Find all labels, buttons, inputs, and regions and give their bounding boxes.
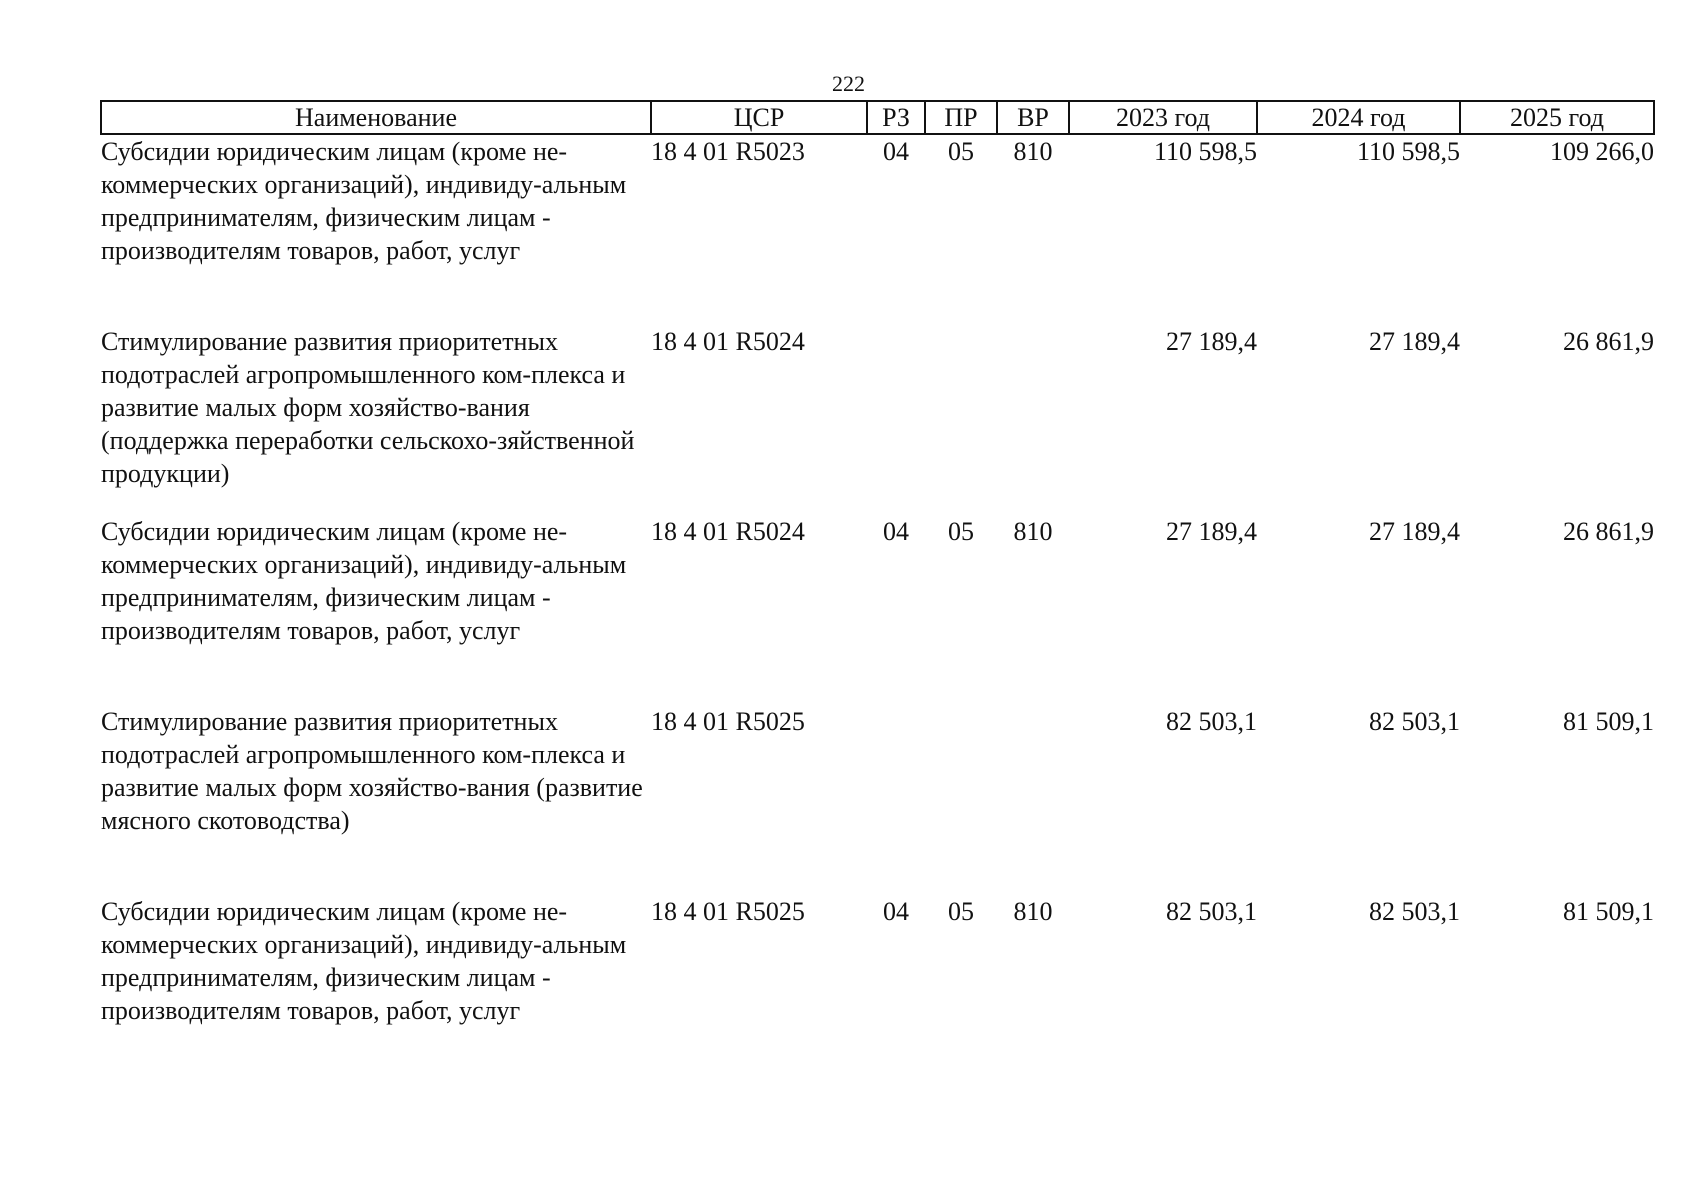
header-2023: 2023 год bbox=[1069, 101, 1257, 134]
header-vr: ВР bbox=[997, 101, 1069, 134]
header-name: Наименование bbox=[101, 101, 651, 134]
table-row bbox=[101, 515, 1654, 705]
budget-table bbox=[100, 100, 1655, 1075]
row-name: Субсидии юридическим лицам (кроме не-коммерческих организаций), индивиду-альным предпринимателям, физическим лицам - производителям товаров, работ, услуг bbox=[101, 137, 627, 265]
row-2024: 27 189,4 bbox=[1369, 517, 1460, 546]
row-vr: 810 bbox=[1013, 897, 1053, 926]
row-csr: 18 4 01 R5024 bbox=[651, 327, 805, 356]
row-csr: 18 4 01 R5025 bbox=[651, 897, 805, 926]
row-2025: 26 861,9 bbox=[1563, 327, 1654, 356]
row-2023: 27 189,4 bbox=[1166, 327, 1257, 356]
header-rz: РЗ bbox=[867, 101, 925, 134]
row-name: Субсидии юридическим лицам (кроме не-коммерческих организаций), индивиду-альным предпринимателям, физическим лицам - производителям товаров, работ, услуг bbox=[101, 517, 627, 645]
row-2023: 27 189,4 bbox=[1166, 517, 1257, 546]
row-pr: 05 bbox=[948, 517, 974, 546]
row-rz: 04 bbox=[883, 517, 909, 546]
row-2024: 82 503,1 bbox=[1369, 897, 1460, 926]
row-name: Стимулирование развития приоритетных подотраслей агропромышленного ком-плекса и развитие малых форм хозяйство-вания (поддержка переработки сельскохо-зяйственной продукции) bbox=[101, 327, 635, 488]
row-rz bbox=[867, 705, 925, 895]
table-row bbox=[101, 134, 1654, 325]
row-name: Субсидии юридическим лицам (кроме не-коммерческих организаций), индивиду-альным предпринимателям, физическим лицам - производителям товаров, работ, услуг bbox=[101, 897, 627, 1025]
row-vr bbox=[997, 705, 1069, 895]
header-2024: 2024 год bbox=[1257, 101, 1460, 134]
row-2023: 110 598,5 bbox=[1153, 137, 1257, 166]
row-vr: 810 bbox=[1013, 517, 1053, 546]
row-csr: 18 4 01 R5023 bbox=[651, 137, 805, 166]
row-2025: 81 509,1 bbox=[1563, 897, 1654, 926]
row-rz bbox=[867, 325, 925, 515]
row-2024: 27 189,4 bbox=[1369, 327, 1460, 356]
row-2024: 82 503,1 bbox=[1369, 707, 1460, 736]
row-2024: 110 598,5 bbox=[1356, 137, 1460, 166]
header-pr: ПР bbox=[925, 101, 997, 134]
table-row bbox=[101, 705, 1654, 895]
row-pr: 05 bbox=[948, 137, 974, 166]
row-name: Стимулирование развития приоритетных подотраслей агропромышленного ком-плекса и развитие малых форм хозяйство-вания (развитие мясного скотоводства) bbox=[101, 707, 643, 835]
row-pr bbox=[925, 325, 997, 515]
row-2023: 82 503,1 bbox=[1166, 707, 1257, 736]
row-csr: 18 4 01 R5024 bbox=[651, 517, 805, 546]
row-rz: 04 bbox=[883, 137, 909, 166]
row-2025: 109 266,0 bbox=[1550, 137, 1654, 166]
page-number: 222 bbox=[832, 71, 865, 96]
row-csr: 18 4 01 R5025 bbox=[651, 707, 805, 736]
row-vr bbox=[997, 325, 1069, 515]
row-2025: 26 861,9 bbox=[1563, 517, 1654, 546]
row-2023: 82 503,1 bbox=[1166, 897, 1257, 926]
table-row bbox=[101, 325, 1654, 515]
row-pr: 05 bbox=[948, 897, 974, 926]
header-2025: 2025 год bbox=[1460, 101, 1654, 134]
table-row bbox=[101, 895, 1654, 1075]
row-pr bbox=[925, 705, 997, 895]
header-csr: ЦСР bbox=[651, 101, 867, 134]
row-2025: 81 509,1 bbox=[1563, 707, 1654, 736]
row-rz: 04 bbox=[883, 897, 909, 926]
table-header-row bbox=[101, 101, 1654, 134]
row-vr: 810 bbox=[1013, 137, 1053, 166]
